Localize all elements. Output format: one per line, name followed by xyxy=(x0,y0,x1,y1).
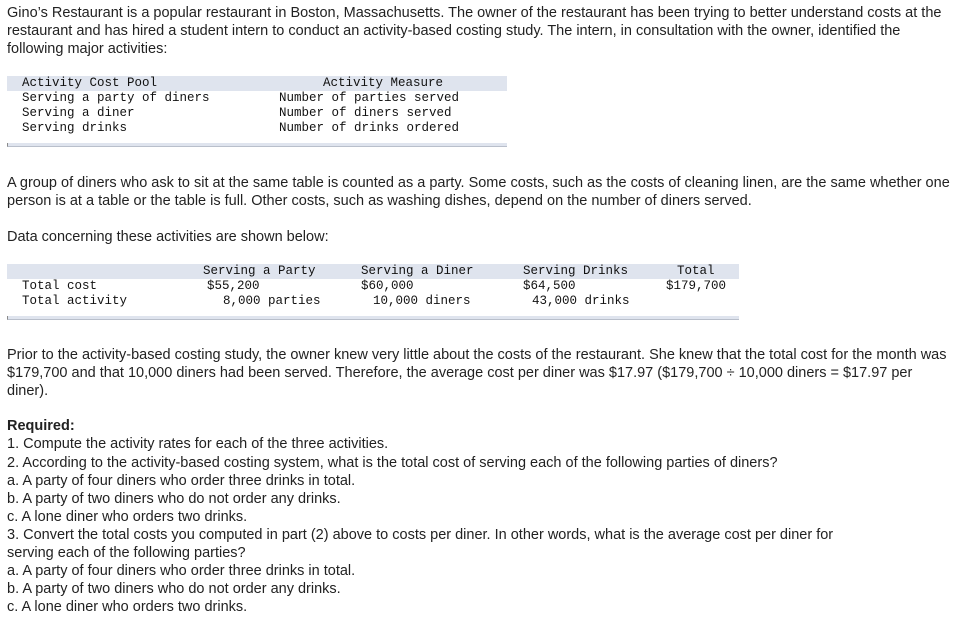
data-table-bottom-rule xyxy=(7,316,739,320)
prior-paragraph: Prior to the activity-based costing study, the owner knew very little about the costs of the restaurant. She knew that the total cost for the month was $179,700 and that 10,000 diners had been served. Therefore, the average cost per diner was $17.97 ($179,700 ÷ 10,000 diners = $17.97 per diner). xyxy=(7,347,947,399)
data-cell-drinks-cost: $64,500 xyxy=(523,279,576,293)
question-3-line-2: serving each of the following parties? xyxy=(7,545,246,561)
question-2: 2. According to the activity-based costing system, what is the total cost of serving each of the following parties of diners? xyxy=(7,455,778,471)
question-2a: a. A party of four diners who order three drinks in total. xyxy=(7,473,356,489)
question-1: 1. Compute the activity rates for each of the three activities. xyxy=(7,436,389,452)
data-cell-total-cost: $179,700 xyxy=(666,279,727,293)
activity-row-measure: Number of parties served xyxy=(279,91,460,105)
activity-header-cost-pool: Activity Cost Pool xyxy=(22,76,158,90)
data-cell-diner-cost: $60,000 xyxy=(361,279,414,293)
question-2c: c. A lone diner who orders two drinks. xyxy=(7,509,248,525)
activity-row-measure: Number of diners served xyxy=(279,106,452,120)
activity-row-pool: Serving a party of diners xyxy=(22,91,210,105)
intro-paragraph: Gino’s Restaurant is a popular restaurant in Boston, Massachusetts. The owner of the restaurant has been trying to better understand costs at the restaurant and has hired a student intern to conduct an activity-based costing study. The intern, in consultation with the owner, identified the following major activities: xyxy=(7,5,942,57)
activity-row-pool: Serving drinks xyxy=(22,121,128,135)
activity-table-bottom-rule xyxy=(7,143,507,147)
question-2b: b. A party of two diners who do not order any drinks. xyxy=(7,491,341,507)
data-header-total: Total xyxy=(677,264,715,278)
data-table xyxy=(7,264,739,324)
activity-table xyxy=(7,76,507,150)
data-row-label-total-activity: Total activity xyxy=(22,294,128,308)
data-cell-diner-activity: 10,000 diners xyxy=(373,294,471,308)
data-cell-party-cost: $55,200 xyxy=(207,279,260,293)
data-cell-party-activity: 8,000 parties xyxy=(223,294,321,308)
data-row-label-total-cost: Total cost xyxy=(22,279,98,293)
question-3c: c. A lone diner who orders two drinks. xyxy=(7,599,248,615)
activity-row-pool: Serving a diner xyxy=(22,106,135,120)
data-header-party: Serving a Party xyxy=(203,264,316,278)
data-header-diner: Serving a Diner xyxy=(361,264,474,278)
required-heading: Required: xyxy=(7,418,75,434)
data-header-drinks: Serving Drinks xyxy=(523,264,629,278)
question-3b: b. A party of two diners who do not order any drinks. xyxy=(7,581,341,597)
data-cell-drinks-activity: 43,000 drinks xyxy=(532,294,630,308)
activity-header-measure: Activity Measure xyxy=(323,76,444,90)
question-3a: a. A party of four diners who order three drinks in total. xyxy=(7,563,356,579)
activity-row-measure: Number of drinks ordered xyxy=(279,121,460,135)
data-intro-text: Data concerning these activities are shown below: xyxy=(7,229,329,245)
question-3-line-1: 3. Convert the total costs you computed in part (2) above to costs per diner. In other words, what is the average cost per diner for xyxy=(7,527,834,543)
party-paragraph: A group of diners who ask to sit at the same table is counted as a party. Some costs, such as the costs of cleaning linen, are the same whether one person is at a table or the table is full. Other costs, such as washing dishes, depend on the number of diners served. xyxy=(7,175,950,209)
